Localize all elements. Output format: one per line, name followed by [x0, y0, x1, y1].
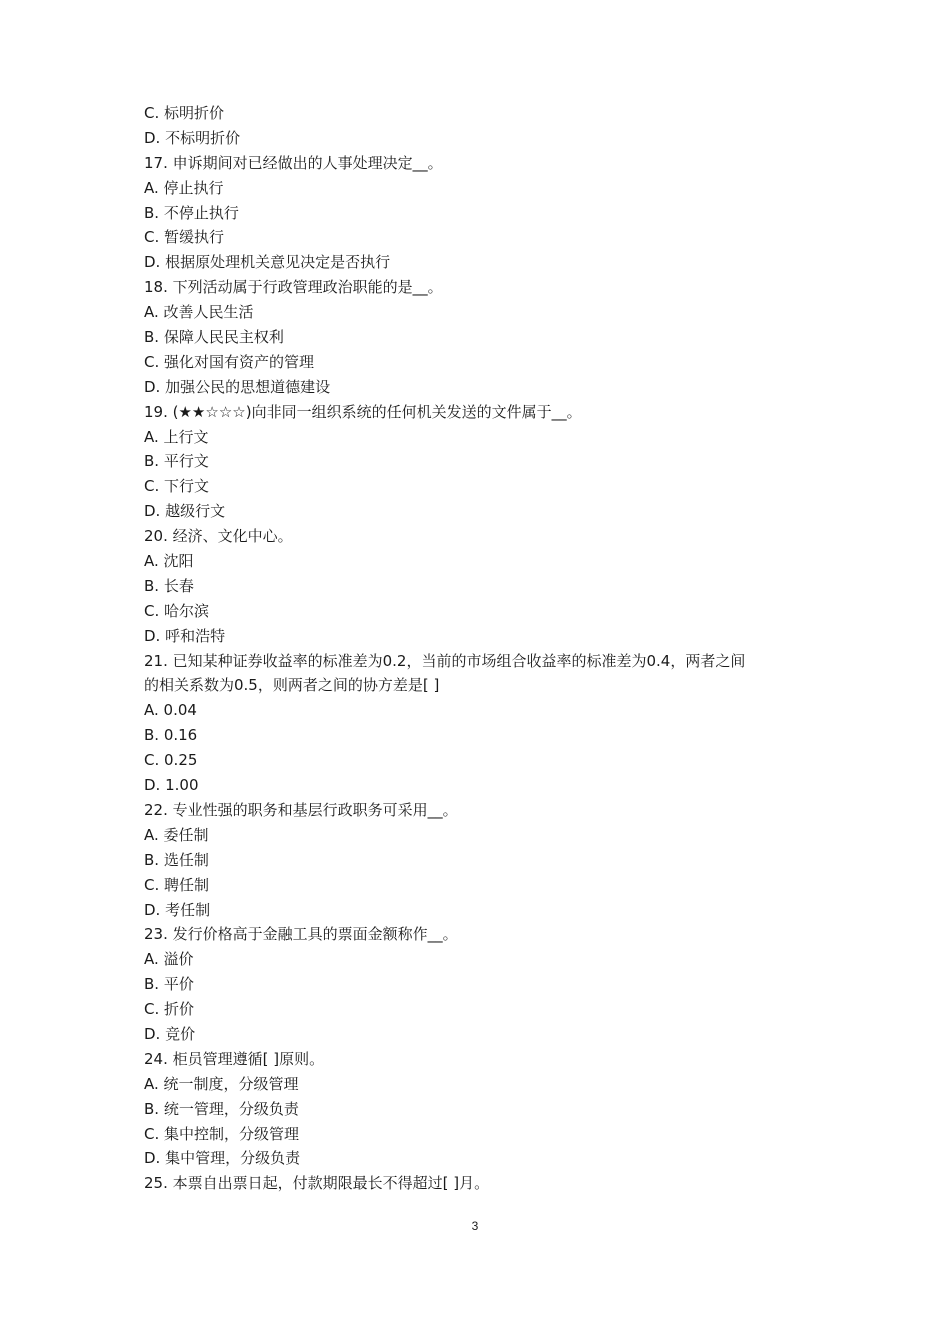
answer-option: D. 呼和浩特 — [144, 626, 226, 645]
answer-option: B. 不停止执行 — [144, 203, 239, 222]
answer-option: C. 强化对国有资产的管理 — [144, 352, 315, 371]
answer-option: C. 下行文 — [144, 477, 210, 496]
answer-option: C. 折价 — [144, 1000, 195, 1019]
answer-option: D. 竞价 — [144, 1024, 196, 1043]
answer-option: D. 集中管理，分级负责 — [144, 1149, 301, 1168]
answer-option: B. 0.16 — [144, 726, 198, 745]
answer-option: C. 哈尔滨 — [144, 601, 210, 620]
answer-option: A. 停止执行 — [144, 178, 224, 197]
answer-option: D. 1.00 — [144, 776, 199, 795]
answer-option: A. 溢价 — [144, 950, 194, 969]
answer-option: D. 越级行文 — [144, 502, 226, 521]
answer-option: D. 根据原处理机关意见决定是否执行 — [144, 253, 391, 272]
answer-option: C. 0.25 — [144, 751, 198, 770]
question-stem: 24. 柜员管理遵循[ ]原则。 — [144, 1049, 325, 1068]
answer-option: D. 加强公民的思想道德建设 — [144, 377, 331, 396]
question-stem: 21. 已知某种证券收益率的标准差为0.2，当前的市场组合收益率的标准差为0.4，两者之间 — [144, 651, 746, 670]
answer-option: A. 统一制度，分级管理 — [144, 1074, 299, 1093]
answer-option: D. 考任制 — [144, 900, 211, 919]
answer-option: A. 上行文 — [144, 427, 209, 446]
answer-option: C. 集中控制，分级管理 — [144, 1124, 300, 1143]
question-stem: 18. 下列活动属于行政管理政治职能的是__。 — [144, 278, 443, 297]
answer-option: B. 保障人民民主权利 — [144, 328, 284, 347]
question-stem: 25. 本票自出票日起，付款期限最长不得超过[ ]月。 — [144, 1174, 490, 1193]
answer-option: A. 0.04 — [144, 701, 197, 720]
answer-option: D. 不标明折价 — [144, 128, 241, 147]
question-list — [144, 101, 814, 1196]
answer-option: B. 平价 — [144, 975, 194, 994]
answer-option: B. 选任制 — [144, 850, 209, 869]
answer-option: C. 暂缓执行 — [144, 228, 225, 247]
question-stem: 17. 申诉期间对已经做出的人事处理决定__。 — [144, 153, 443, 172]
answer-option: A. 改善人民生活 — [144, 303, 254, 322]
question-stem: 22. 专业性强的职务和基层行政职务可采用__。 — [144, 800, 458, 819]
answer-option: A. 委任制 — [144, 825, 209, 844]
answer-option: C. 标明折价 — [144, 104, 225, 122]
question-stem: 20. 经济、文化中心。 — [144, 527, 293, 546]
question-stem: 23. 发行价格高于金融工具的票面金额称作__。 — [144, 925, 458, 944]
answer-option: C. 聘任制 — [144, 875, 210, 894]
answer-option: A. 沈阳 — [144, 552, 194, 571]
question-stem: 19. (★★☆☆☆)向非同一组织系统的任何机关发送的文件属于__。 — [144, 402, 582, 421]
page-number: 3 — [471, 1219, 479, 1233]
answer-option: B. 统一管理，分级负责 — [144, 1099, 299, 1118]
answer-option: B. 长春 — [144, 576, 194, 595]
answer-option: B. 平行文 — [144, 452, 209, 471]
text-line: 的相关系数为0.5，则两者之间的协方差是[ ] — [144, 676, 440, 695]
